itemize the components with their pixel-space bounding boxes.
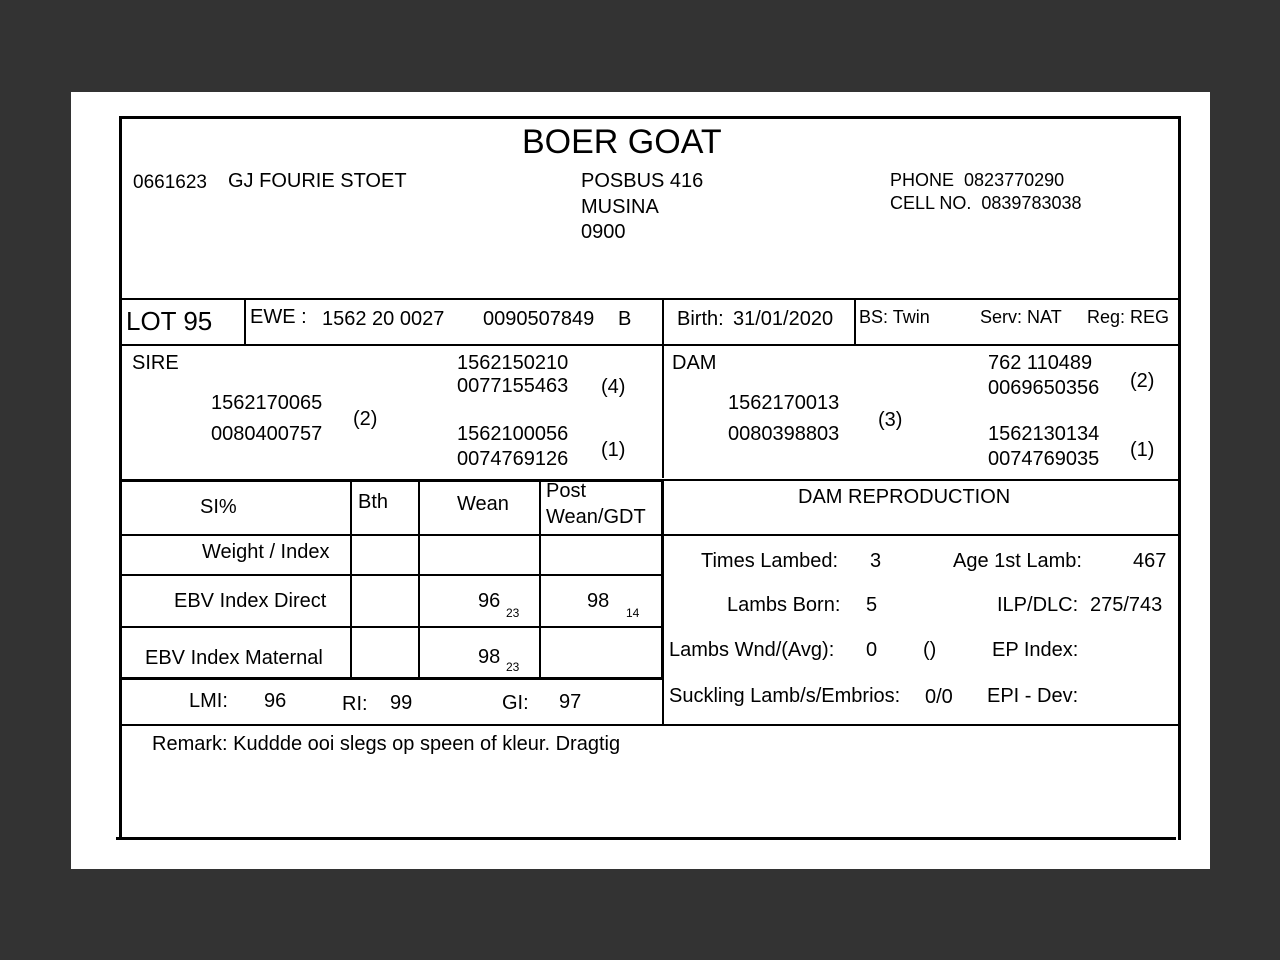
- suckling-value: 0/0: [925, 686, 953, 708]
- reproduction-top-line: [664, 479, 1181, 481]
- ebv-row-maternal: EBV Index Maternal: [145, 647, 323, 669]
- lambs-weaned-label: Lambs Wnd/(Avg):: [669, 639, 835, 661]
- service-value: NAT: [1027, 307, 1062, 327]
- sire-sire-count: (4): [601, 376, 626, 398]
- frame-right: [1178, 116, 1181, 840]
- dam-sire-count: (2): [1130, 370, 1155, 392]
- sire-sire-id: 1562150210: [457, 352, 569, 374]
- index-divider: [662, 678, 664, 725]
- reg-field: [1087, 307, 1169, 328]
- phone-row: [890, 170, 1064, 191]
- ebv-col-line-2: [418, 479, 420, 678]
- ebv-table-right-line: [661, 479, 664, 678]
- direct-wean-value: 96: [478, 590, 501, 612]
- page-title: BOER GOAT: [522, 123, 722, 161]
- ebv-header-birth: Bth: [358, 491, 389, 513]
- ewe-divider: [662, 298, 664, 478]
- remark-text: Kuddde ooi slegs op speen of kleur. Dragtig: [233, 733, 621, 755]
- times-lambed-value: 3: [870, 550, 882, 572]
- birth-status: BS: Twin: [859, 307, 930, 327]
- birth-divider: [854, 298, 856, 344]
- dam-dam-count: (1): [1130, 439, 1155, 461]
- sire-dam-count: (1): [601, 439, 626, 461]
- lmi-value: 96: [264, 690, 287, 712]
- suckling-label: Suckling Lamb/s/Embrios:: [669, 685, 901, 707]
- lot-row-bottom-line: [119, 344, 1181, 346]
- ebv-header-si: SI%: [200, 496, 237, 518]
- lmi-label: LMI:: [189, 690, 228, 712]
- ebv-row-weight-index: Weight / Index: [202, 541, 330, 563]
- ewe-label: EWE :: [250, 306, 307, 328]
- times-lambed-label: Times Lambed:: [701, 550, 839, 572]
- frame-top: [119, 116, 1181, 119]
- ebv-header-line: [119, 534, 1181, 536]
- ri-label: RI:: [342, 693, 368, 715]
- direct-wean-accuracy: 23: [506, 606, 520, 620]
- breeder-number: 0661623: [133, 172, 207, 193]
- lambs-weaned-value: 0: [866, 639, 878, 661]
- ilp-dlc-label: ILP/DLC:: [997, 594, 1079, 616]
- service-label: Serv:: [980, 307, 1023, 327]
- ewe-id: 1562 20 0027: [322, 308, 445, 330]
- phone-number: 0823770290: [964, 170, 1065, 190]
- lambs-weaned-average: (): [923, 639, 937, 661]
- lambs-born-label: Lambs Born:: [727, 594, 841, 616]
- sire-dam-id: 1562100056: [457, 423, 569, 445]
- cell-label: CELL NO.: [890, 193, 972, 213]
- cell-row: [890, 193, 1082, 214]
- maternal-wean-accuracy: 23: [506, 660, 520, 674]
- lot-divider: [244, 298, 246, 344]
- direct-post-value: 98: [587, 590, 610, 612]
- reg-value: REG: [1130, 307, 1170, 327]
- dam-dam-reg: 0074769035: [988, 448, 1100, 470]
- frame-left: [119, 116, 122, 840]
- dam-reg: 0080398803: [728, 423, 840, 445]
- ebv-row-line-1: [119, 574, 664, 576]
- birth-date: 31/01/2020: [733, 308, 834, 330]
- ilp-dlc-value: 275/743: [1090, 594, 1163, 616]
- sire-label: SIRE: [132, 352, 179, 374]
- ri-value: 99: [390, 692, 413, 714]
- dam-id: 1562170013: [728, 392, 840, 414]
- ewe-reg-number: 0090507849: [483, 308, 595, 330]
- dam-sire-reg: 0069650356: [988, 377, 1100, 399]
- remark: [152, 733, 620, 756]
- birth-label: Birth:: [677, 308, 724, 330]
- lot-row-top-line: [119, 298, 1181, 300]
- lambs-born-value: 5: [866, 594, 878, 616]
- sire-sire-reg: 0077155463: [457, 375, 569, 397]
- age-first-lamb-label: Age 1st Lamb:: [953, 550, 1082, 572]
- address-line-2: MUSINA: [581, 196, 659, 218]
- maternal-wean-value: 98: [478, 646, 501, 668]
- sire-reg: 0080400757: [211, 423, 323, 445]
- remark-label: Remark:: [152, 733, 228, 755]
- ebv-table-bottom-line: [119, 677, 664, 680]
- lot-number: LOT 95: [126, 306, 213, 336]
- epi-dev-label: EPI - Dev:: [987, 685, 1079, 707]
- ebv-col-line-1: [350, 479, 352, 678]
- address-line-3: 0900: [581, 221, 626, 243]
- phone-label: PHONE: [890, 170, 955, 190]
- dam-reproduction-header: DAM REPRODUCTION: [798, 486, 1011, 508]
- gi-label: GI:: [502, 692, 529, 714]
- ebv-header-wean-gdt: Wean/GDT: [546, 506, 646, 528]
- remark-top-line: [119, 724, 1181, 726]
- sire-id: 1562170065: [211, 392, 323, 414]
- age-first-lamb-value: 467: [1133, 550, 1167, 572]
- sire-dam-reg: 0074769126: [457, 448, 569, 470]
- frame-bottom: [116, 837, 1176, 840]
- breeder-name: GJ FOURIE STOET: [228, 170, 407, 192]
- gi-value: 97: [559, 691, 582, 713]
- address-line-1: POSBUS 416: [581, 170, 704, 192]
- dam-label: DAM: [672, 352, 717, 374]
- ebv-row-line-2: [119, 626, 664, 628]
- cell-number: 0839783038: [981, 193, 1082, 213]
- ebv-header-wean: Wean: [457, 493, 509, 515]
- dam-sire-id: 762 110489: [988, 352, 1093, 374]
- ebv-row-direct: EBV Index Direct: [174, 590, 327, 612]
- ebv-col-line-3: [539, 479, 541, 678]
- direct-post-accuracy: 14: [626, 606, 640, 620]
- dam-count: (3): [878, 409, 903, 431]
- sire-count: (2): [353, 408, 378, 430]
- lot-card: [119, 116, 1181, 840]
- ewe-grade: B: [618, 308, 632, 330]
- dam-dam-id: 1562130134: [988, 423, 1100, 445]
- ebv-header-post: Post: [546, 480, 587, 502]
- ep-index-label: EP Index:: [992, 639, 1079, 661]
- service-field: [980, 307, 1062, 328]
- reg-label: Reg:: [1087, 307, 1126, 327]
